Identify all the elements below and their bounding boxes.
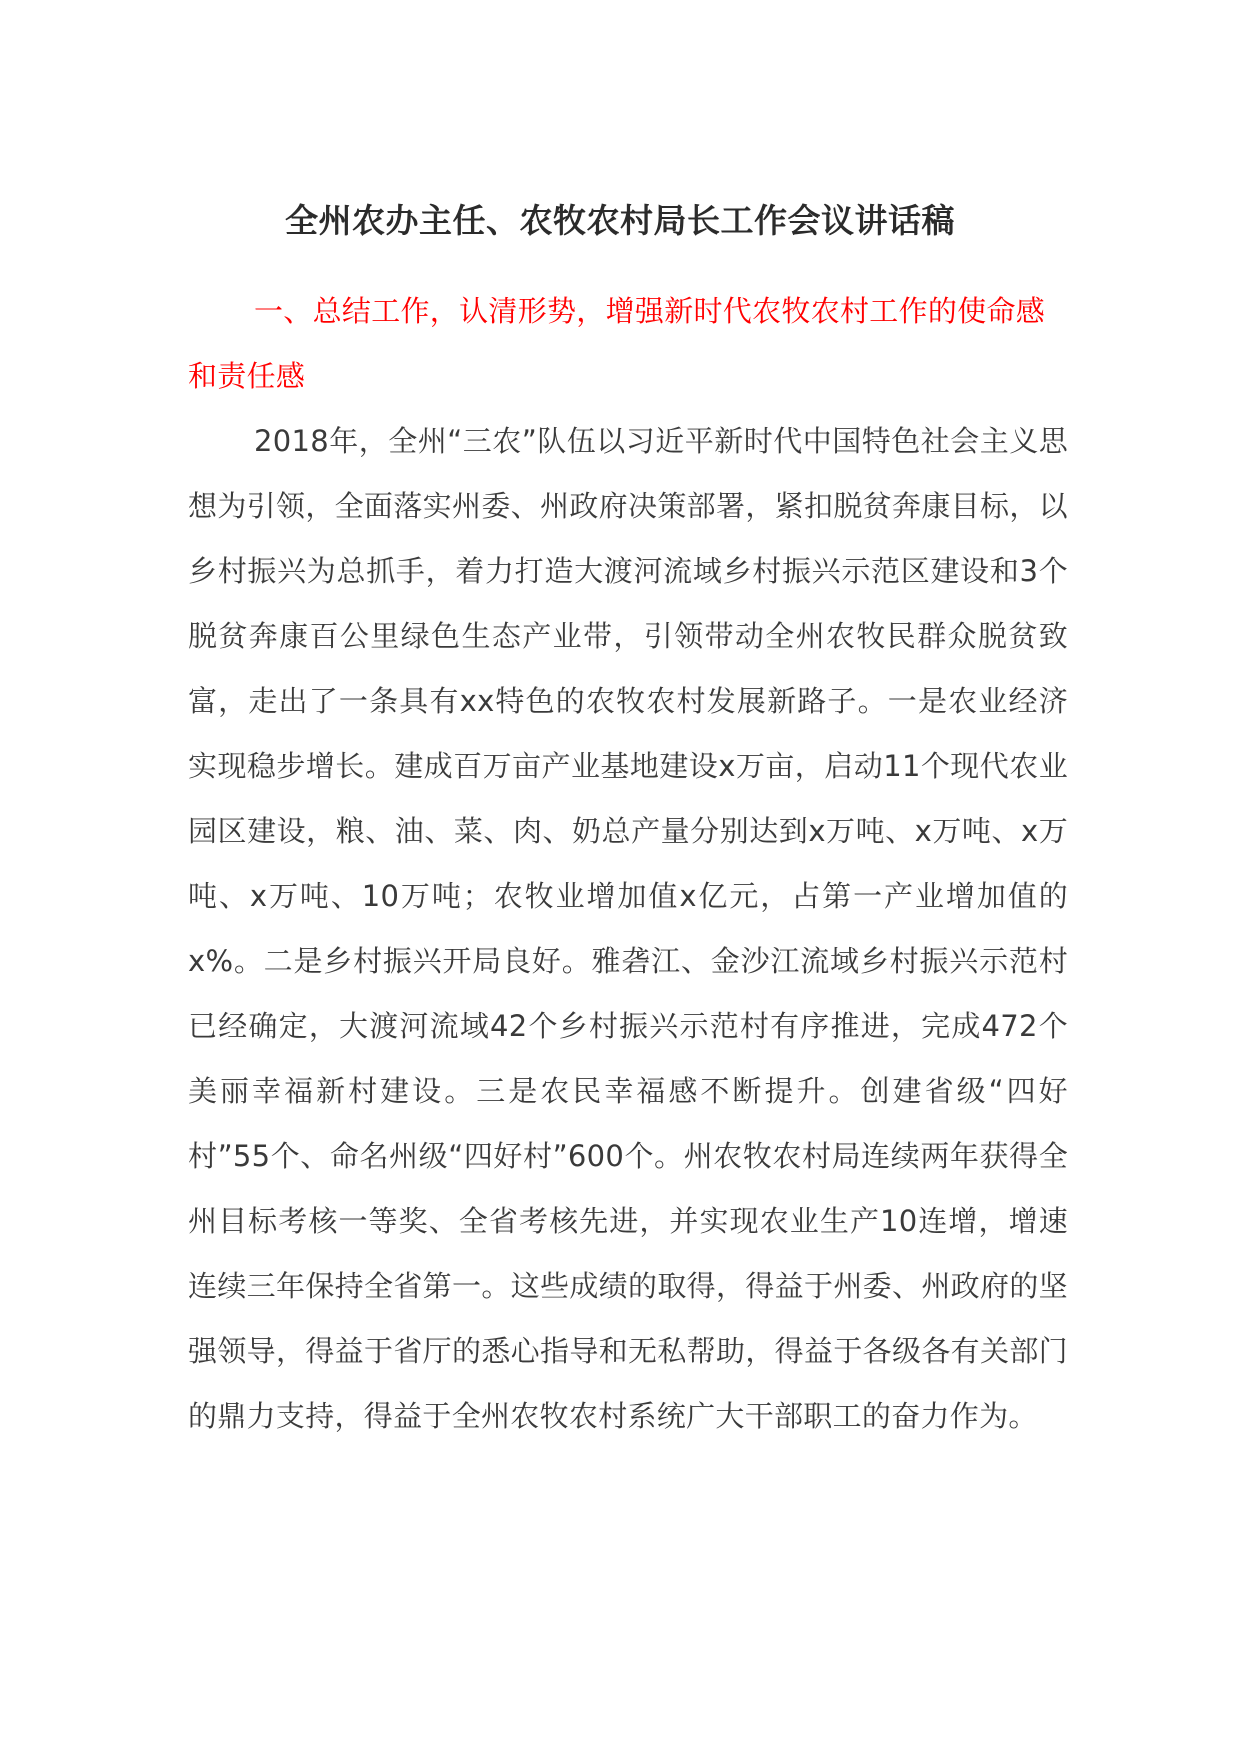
section-heading: 一、总结工作，认清形势，增强新时代农牧农村工作的使命感和责任感 xyxy=(188,294,1046,393)
document-title: 全州农办主任、农牧农村局长工作会议讲话稿 xyxy=(285,201,955,240)
body-paragraph: 2018年，全州“三农”队伍以习近平新时代中国特色社会主义思想为引领，全面落实州委、州政府决策部署，紧扣脱贫奔康目标，以乡村振兴为总抓手，着力打造大渡河流域乡村振兴示范区建设和3个脱贫奔康百公里绿色生态产业带，引领带动全州农牧民群众脱贫致富，走出了一条具有xx特色的农牧农村发展新路子。一是农业经济实现稳步增长。建成百万亩产业基地建设x万亩，启动11个现代农业园区建设，粮、油、菜、肉、奶总产量分别达到x万吨、x万吨、x万吨、x万吨、10万吨；农牧业增加值x亿元，占第一产业增加值的x%。二是乡村振兴开局良好。雅砻江、金沙江流域乡村振兴示范村已经确定，大渡河流域42个乡村振兴示范村有序推进，完成472个美丽幸福新村建设。三是农民幸福感不断提升。创建省级“四好村”55个、命名州级“四好村”600个。州农牧农村局连续两年获得全州目标考核一等奖、全省考核先进，并实现农业生产10连增，增速连续三年保持全省第一。这些成绩的取得，得益于州委、州政府的坚强领导，得益于省厅的悉心指导和无私帮助，得益于各级各有关部门的鼎力支持，得益于全州农牧农村系统广大干部职工的奋力作为。 xyxy=(188,424,1068,1433)
